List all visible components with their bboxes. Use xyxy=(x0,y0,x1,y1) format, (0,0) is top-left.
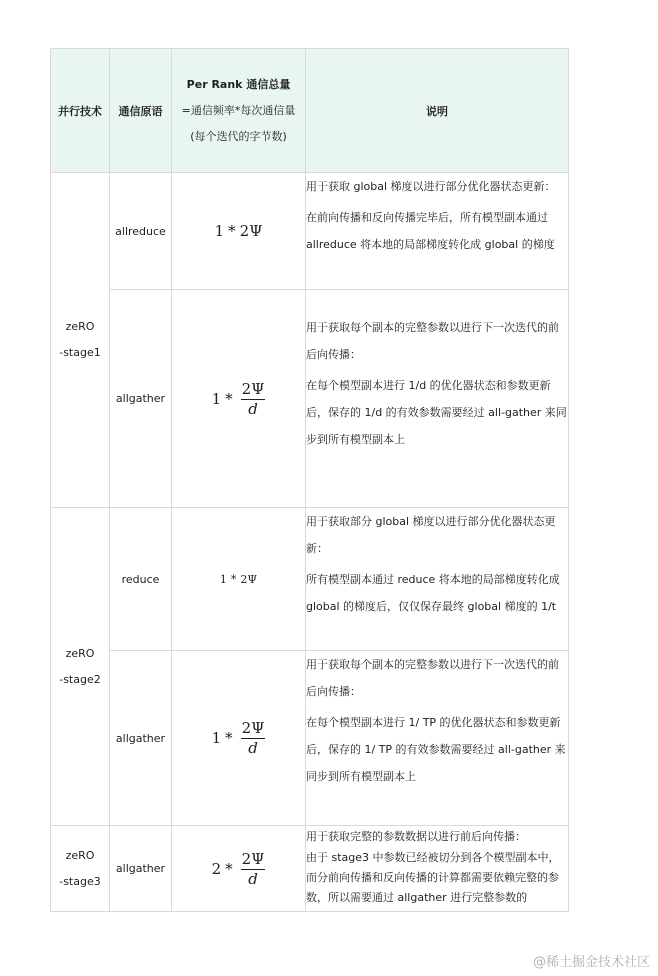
formula-cell xyxy=(172,508,306,651)
desc-detail: 由于 stage3 中参数已经被切分到各个模型副本中，而分前向传播和反向传播的计算都需要依赖完整的参数，所以需要通过 allgather 进行完整参数的 xyxy=(306,851,560,904)
formula-op: * xyxy=(225,729,233,747)
desc-purpose: 用于获取每个副本的完整参数以进行下一次迭代的前后向传播： xyxy=(306,658,559,698)
formula xyxy=(215,222,263,240)
formula xyxy=(212,719,266,757)
desc-purpose: 用于获取完整的参数数据以进行前后向传播： xyxy=(306,830,526,843)
formula-den: d xyxy=(248,739,258,757)
stage3-cell xyxy=(51,826,110,912)
comparison-table xyxy=(50,48,569,912)
header-row xyxy=(51,49,569,173)
formula-fraction xyxy=(241,850,266,888)
desc-purpose: 用于获取每个副本的完整参数以进行下一次迭代的前后向传播： xyxy=(306,321,559,361)
formula-num: 2Ψ xyxy=(241,849,265,868)
formula-coef: 1 xyxy=(214,222,225,240)
table-row xyxy=(51,508,569,651)
header-volume xyxy=(172,49,306,173)
table-row xyxy=(51,651,569,826)
primitive-cell: reduce xyxy=(110,508,172,651)
primitive-cell: allgather xyxy=(110,290,172,508)
formula-den: d xyxy=(248,869,258,888)
formula-coef: 1 xyxy=(211,729,222,747)
desc-purpose: 用于获取 global 梯度以进行部分优化器状态更新： xyxy=(306,180,556,193)
primitive-cell: allgather xyxy=(110,826,172,912)
stage2-line1: zeRO xyxy=(65,646,95,660)
primitive-cell: allreduce xyxy=(110,173,172,290)
desc-cell xyxy=(306,508,569,651)
formula-num: 2Ψ xyxy=(241,379,265,398)
formula-cell xyxy=(172,173,306,290)
stage3-line2: -stage3 xyxy=(59,874,101,888)
stage2-cell xyxy=(51,508,110,826)
watermark: @稀土掘金技术社区 xyxy=(532,955,650,970)
stage2-line2: -stage2 xyxy=(59,672,101,686)
desc-cell xyxy=(306,651,569,826)
desc-cell xyxy=(306,826,569,912)
header-volume-line1: Per Rank 通信总量 xyxy=(186,77,291,91)
formula xyxy=(212,380,266,418)
formula-cell xyxy=(172,290,306,508)
formula xyxy=(220,573,257,586)
table-row xyxy=(51,290,569,508)
formula-den: d xyxy=(248,399,258,418)
formula-op: * xyxy=(228,222,236,240)
formula-num: 2Ψ xyxy=(241,719,265,737)
formula-coef: 2 xyxy=(211,859,222,878)
stage1-line1: zeRO xyxy=(65,320,95,333)
formula-coef: 1 xyxy=(219,572,227,586)
header-primitive: 通信原语 xyxy=(110,49,172,173)
primitive-cell: allgather xyxy=(110,651,172,826)
header-tech: 并行技术 xyxy=(51,49,110,173)
formula-op: * xyxy=(225,389,233,408)
formula-cell xyxy=(172,826,306,912)
stage1-cell xyxy=(51,173,110,508)
formula-fraction xyxy=(241,719,266,757)
desc-cell xyxy=(306,290,569,508)
table-row xyxy=(51,826,569,912)
formula-num: 2Ψ xyxy=(239,222,263,240)
formula-coef: 1 xyxy=(211,389,222,408)
formula-num: 2Ψ xyxy=(240,572,258,586)
desc-detail: 所有模型副本通过 reduce 将本地的局部梯度转化成 global 的梯度后，仅仅保存最终 global 梯度的 1/t xyxy=(306,573,560,613)
stage1-line2: -stage1 xyxy=(59,346,101,359)
formula-fraction xyxy=(241,380,266,418)
header-volume-line2: =通信频率*每次通信量 xyxy=(181,103,296,117)
desc-detail: 在每个模型副本进行 1/ TP 的优化器状态和参数更新后，保存的 1/ TP 的有效参数需要经过 all-gather 来同步到所有模型副本上 xyxy=(306,716,566,783)
desc-detail: 在前向传播和反向传播完毕后，所有模型副本通过 allreduce 将本地的局部梯度转化成 global 的梯度 xyxy=(306,211,555,251)
desc-purpose: 用于获取部分 global 梯度以进行部分优化器状态更新： xyxy=(306,515,556,555)
desc-cell xyxy=(306,173,569,290)
stage3-line1: zeRO xyxy=(65,848,95,862)
desc-detail: 在每个模型副本进行 1/d 的优化器状态和参数更新后，保存的 1/d 的有效参数需要经过 all-gather 来同步到所有模型副本上 xyxy=(306,379,567,446)
header-volume-line3: (每个迭代的字节数) xyxy=(190,129,287,143)
formula-op: * xyxy=(230,572,237,586)
header-desc: 说明 xyxy=(306,49,569,173)
formula xyxy=(212,850,266,888)
formula-cell xyxy=(172,651,306,826)
formula-op: * xyxy=(225,859,233,878)
table-row xyxy=(51,173,569,290)
